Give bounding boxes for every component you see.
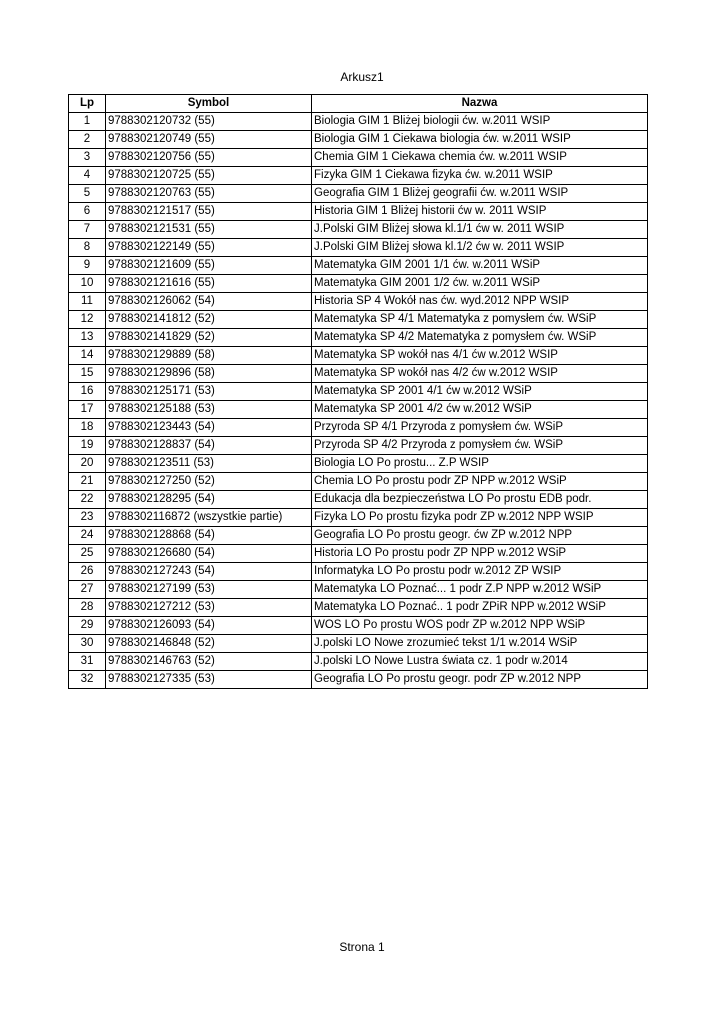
table-row xyxy=(69,653,648,671)
column-header-nazwa: Nazwa xyxy=(312,95,648,113)
cell-symbol: 9788302141829 (52) xyxy=(106,329,312,347)
column-header-lp: Lp xyxy=(69,95,106,113)
table-row xyxy=(69,563,648,581)
table-row xyxy=(69,455,648,473)
cell-lp: 17 xyxy=(69,401,106,419)
cell-symbol: 9788302141812 (52) xyxy=(106,311,312,329)
cell-symbol: 9788302120725 (55) xyxy=(106,167,312,185)
table-row xyxy=(69,257,648,275)
cell-symbol: 9788302125171 (53) xyxy=(106,383,312,401)
cell-symbol: 9788302129889 (58) xyxy=(106,347,312,365)
cell-symbol: 9788302128837 (54) xyxy=(106,437,312,455)
table-row xyxy=(69,131,648,149)
cell-symbol: 9788302121531 (55) xyxy=(106,221,312,239)
cell-nazwa: WOS LO Po prostu WOS podr ZP w.2012 NPP WSiP xyxy=(312,617,648,635)
table-row xyxy=(69,293,648,311)
cell-nazwa: Historia GIM 1 Bliżej historii ćw w. 2011 WSIP xyxy=(312,203,648,221)
table-row xyxy=(69,437,648,455)
cell-nazwa: Matematyka LO Poznać... 1 podr Z.P NPP w.2012 WSiP xyxy=(312,581,648,599)
cell-nazwa: Matematyka GIM 2001 1/2 ćw. w.2011 WSiP xyxy=(312,275,648,293)
cell-nazwa: Matematyka SP 2001 4/2 ćw w.2012 WSiP xyxy=(312,401,648,419)
table-row xyxy=(69,509,648,527)
cell-nazwa: J.Polski GIM Bliżej słowa kl.1/1 ćw w. 2011 WSIP xyxy=(312,221,648,239)
cell-lp: 2 xyxy=(69,131,106,149)
cell-nazwa: Matematyka SP 2001 4/1 ćw w.2012 WSiP xyxy=(312,383,648,401)
cell-symbol: 9788302129896 (58) xyxy=(106,365,312,383)
cell-nazwa: Geografia GIM 1 Bliżej geografii ćw. w.2011 WSIP xyxy=(312,185,648,203)
cell-symbol: 9788302128868 (54) xyxy=(106,527,312,545)
cell-symbol: 9788302128295 (54) xyxy=(106,491,312,509)
cell-nazwa: J.Polski GIM Bliżej słowa kl.1/2 ćw w. 2011 WSIP xyxy=(312,239,648,257)
cell-symbol: 9788302121517 (55) xyxy=(106,203,312,221)
cell-lp: 25 xyxy=(69,545,106,563)
cell-lp: 24 xyxy=(69,527,106,545)
cell-lp: 13 xyxy=(69,329,106,347)
cell-symbol: 9788302127250 (52) xyxy=(106,473,312,491)
table-row xyxy=(69,203,648,221)
cell-lp: 8 xyxy=(69,239,106,257)
cell-lp: 16 xyxy=(69,383,106,401)
cell-lp: 3 xyxy=(69,149,106,167)
cell-symbol: 9788302127212 (53) xyxy=(106,599,312,617)
table-row xyxy=(69,185,648,203)
table-row xyxy=(69,275,648,293)
sheet-title: Arkusz1 xyxy=(340,70,384,84)
cell-lp: 28 xyxy=(69,599,106,617)
page-number: Strona 1 xyxy=(339,940,385,954)
cell-nazwa: Biologia GIM 1 Ciekawa biologia ćw. w.2011 WSIP xyxy=(312,131,648,149)
table-row xyxy=(69,599,648,617)
cell-nazwa: Historia SP 4 Wokół nas ćw. wyd.2012 NPP WSIP xyxy=(312,293,648,311)
cell-lp: 15 xyxy=(69,365,106,383)
cell-nazwa: Edukacja dla bezpieczeństwa LO Po prostu EDB podr. xyxy=(312,491,648,509)
cell-nazwa: Fizyka GIM 1 Ciekawa fizyka ćw. w.2011 WSIP xyxy=(312,167,648,185)
table-row xyxy=(69,617,648,635)
table-header xyxy=(69,95,648,113)
cell-symbol: 9788302127335 (53) xyxy=(106,671,312,689)
cell-lp: 7 xyxy=(69,221,106,239)
cell-lp: 6 xyxy=(69,203,106,221)
cell-symbol: 9788302146848 (52) xyxy=(106,635,312,653)
cell-lp: 26 xyxy=(69,563,106,581)
cell-symbol: 9788302126680 (54) xyxy=(106,545,312,563)
cell-lp: 21 xyxy=(69,473,106,491)
table-row xyxy=(69,221,648,239)
table-row xyxy=(69,149,648,167)
cell-symbol: 9788302127243 (54) xyxy=(106,563,312,581)
cell-nazwa: Przyroda SP 4/1 Przyroda z pomysłem ćw. WSiP xyxy=(312,419,648,437)
cell-symbol: 9788302121609 (55) xyxy=(106,257,312,275)
cell-nazwa: Historia LO Po prostu podr ZP NPP w.2012 WSiP xyxy=(312,545,648,563)
cell-lp: 22 xyxy=(69,491,106,509)
table-row xyxy=(69,527,648,545)
cell-lp: 12 xyxy=(69,311,106,329)
cell-nazwa: Biologia LO Po prostu... Z.P WSIP xyxy=(312,455,648,473)
table-row xyxy=(69,383,648,401)
cell-lp: 11 xyxy=(69,293,106,311)
cell-symbol: 9788302120756 (55) xyxy=(106,149,312,167)
cell-nazwa: Matematyka SP 4/2 Matematyka z pomysłem ćw. WSiP xyxy=(312,329,648,347)
cell-lp: 27 xyxy=(69,581,106,599)
cell-lp: 14 xyxy=(69,347,106,365)
cell-lp: 30 xyxy=(69,635,106,653)
cell-symbol: 9788302125188 (53) xyxy=(106,401,312,419)
cell-symbol: 9788302120763 (55) xyxy=(106,185,312,203)
cell-lp: 20 xyxy=(69,455,106,473)
cell-nazwa: Geografia LO Po prostu geogr. podr ZP w.2012 NPP xyxy=(312,671,648,689)
cell-nazwa: Informatyka LO Po prostu podr w.2012 ZP WSIP xyxy=(312,563,648,581)
table-row xyxy=(69,419,648,437)
cell-symbol: 9788302123443 (54) xyxy=(106,419,312,437)
cell-nazwa: Geografia LO Po prostu geogr. ćw ZP w.2012 NPP xyxy=(312,527,648,545)
table-row xyxy=(69,167,648,185)
cell-lp: 5 xyxy=(69,185,106,203)
table-row xyxy=(69,401,648,419)
table-row xyxy=(69,491,648,509)
table-row xyxy=(69,347,648,365)
cell-nazwa: Chemia LO Po prostu podr ZP NPP w.2012 WSiP xyxy=(312,473,648,491)
cell-nazwa: Matematyka LO Poznać.. 1 podr ZPiR NPP w.2012 WSiP xyxy=(312,599,648,617)
table-row xyxy=(69,581,648,599)
book-table xyxy=(68,94,648,689)
table-row xyxy=(69,545,648,563)
cell-symbol: 9788302120732 (55) xyxy=(106,113,312,131)
cell-symbol: 9788302146763 (52) xyxy=(106,653,312,671)
cell-lp: 4 xyxy=(69,167,106,185)
cell-nazwa: J.polski LO Nowe zrozumieć tekst 1/1 w.2014 WSiP xyxy=(312,635,648,653)
cell-nazwa: Matematyka SP wokół nas 4/2 ćw w.2012 WSIP xyxy=(312,365,648,383)
cell-lp: 31 xyxy=(69,653,106,671)
table-row xyxy=(69,671,648,689)
table-row xyxy=(69,239,648,257)
cell-symbol: 9788302121616 (55) xyxy=(106,275,312,293)
cell-nazwa: Biologia GIM 1 Bliżej biologii ćw. w.2011 WSIP xyxy=(312,113,648,131)
cell-lp: 1 xyxy=(69,113,106,131)
cell-symbol: 9788302123511 (53) xyxy=(106,455,312,473)
cell-lp: 9 xyxy=(69,257,106,275)
cell-symbol: 9788302126093 (54) xyxy=(106,617,312,635)
cell-lp: 29 xyxy=(69,617,106,635)
cell-lp: 32 xyxy=(69,671,106,689)
cell-lp: 10 xyxy=(69,275,106,293)
cell-symbol: 9788302126062 (54) xyxy=(106,293,312,311)
cell-symbol: 9788302116872 (wszystkie partie) xyxy=(106,509,312,527)
cell-symbol: 9788302122149 (55) xyxy=(106,239,312,257)
table-row xyxy=(69,365,648,383)
table-row xyxy=(69,113,648,131)
table-body xyxy=(69,113,648,689)
cell-nazwa: Przyroda SP 4/2 Przyroda z pomysłem ćw. WSiP xyxy=(312,437,648,455)
cell-nazwa: Matematyka SP wokół nas 4/1 ćw w.2012 WSIP xyxy=(312,347,648,365)
cell-lp: 18 xyxy=(69,419,106,437)
column-header-symbol: Symbol xyxy=(106,95,312,113)
cell-lp: 19 xyxy=(69,437,106,455)
table-row xyxy=(69,329,648,347)
cell-nazwa: Matematyka GIM 2001 1/1 ćw. w.2011 WSiP xyxy=(312,257,648,275)
table-row xyxy=(69,473,648,491)
cell-nazwa: Chemia GIM 1 Ciekawa chemia ćw. w.2011 WSIP xyxy=(312,149,648,167)
table-row xyxy=(69,635,648,653)
cell-lp: 23 xyxy=(69,509,106,527)
header-row xyxy=(69,95,648,113)
cell-nazwa: Matematyka SP 4/1 Matematyka z pomysłem ćw. WSiP xyxy=(312,311,648,329)
cell-symbol: 9788302127199 (53) xyxy=(106,581,312,599)
cell-nazwa: Fizyka LO Po prostu fizyka podr ZP w.2012 NPP WSIP xyxy=(312,509,648,527)
cell-symbol: 9788302120749 (55) xyxy=(106,131,312,149)
table-row xyxy=(69,311,648,329)
cell-nazwa: J.polski LO Nowe Lustra świata cz. 1 podr w.2014 xyxy=(312,653,648,671)
